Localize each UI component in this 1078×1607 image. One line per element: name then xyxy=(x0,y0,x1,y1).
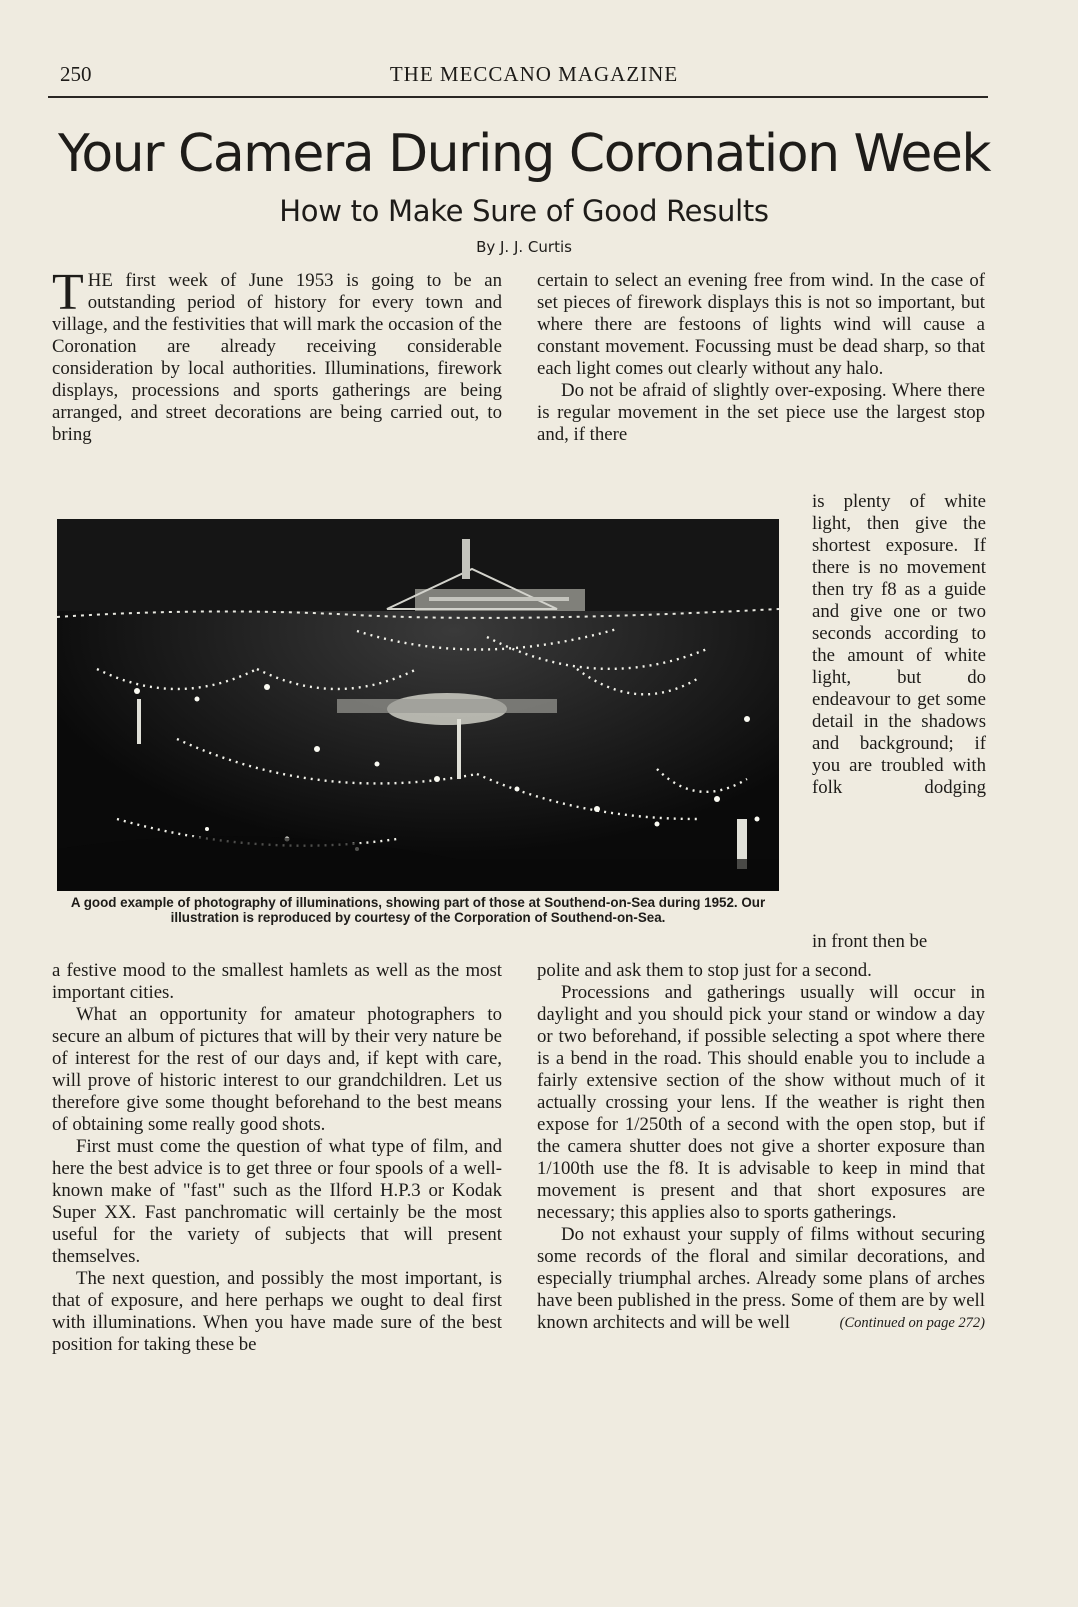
column-right-top xyxy=(537,270,985,446)
byline: By J. J. Curtis xyxy=(476,238,572,256)
paragraph: First must come the question of what type of film, and here the best advice is to get three or four spools of a well-known make of "fast" such as the Ilford H.P.3 or Kodak Super XX. Fast panchromatic will certainly be the most useful for the variety of subjects that will present themselves. xyxy=(52,1136,502,1267)
paragraph: polite and ask them to stop just for a second. xyxy=(537,960,872,981)
magazine-title: THE MECCANO MAGAZINE xyxy=(389,62,679,86)
drop-cap: T xyxy=(52,264,84,321)
column-narrow xyxy=(812,491,986,799)
paragraph: certain to select an evening free from wind. In the case of set pieces of firework displays this is not so important, but where there are festoons of lights wind will cause a constant movement. Focussing must be dead sharp, so that each light comes out clearly without any halo. xyxy=(537,270,985,379)
paragraph-text: Do not exhaust your supply of films without securing some records of the floral and similar decorations, and especially triumphal arches. Already some plans of arches have been published in the press. Some of them are by well known architects and will be well xyxy=(537,1224,985,1333)
paragraph: in front then be xyxy=(812,931,928,952)
running-head xyxy=(48,60,1020,90)
paragraph: Do not be afraid of slightly over-exposing. Where there is regular movement in the set piece use the largest stop and, if there xyxy=(537,380,985,445)
column-left-top xyxy=(52,264,502,446)
continued-note: (Continued on page 272) xyxy=(839,1315,985,1331)
column-left-bottom xyxy=(52,960,502,1356)
paragraph: What an opportunity for amateur photographers to secure an album of pictures that will by their very nature be of interest for the rest of our days and, if kept with care, will prove of historic interest to our grandchildren. Let us therefore give some thought beforehand to the best means of obtaining some really good shots. xyxy=(52,1004,502,1135)
column-narrow-last-line xyxy=(812,931,986,953)
column-right-bottom xyxy=(537,960,985,1334)
paragraph: The next question, and possibly the most important, is that of exposure, and here perhaps we ought to deal first with illuminations. When you have made sure of the best position for taking these be xyxy=(52,1268,502,1355)
night-illuminations-image xyxy=(57,519,779,891)
header-rule xyxy=(48,96,988,98)
page-number: 250 xyxy=(60,62,92,86)
paragraph: a festive mood to the smallest hamlets as well as the most important cities. xyxy=(52,960,502,1003)
paragraph: Processions and gatherings usually will occur in daylight and you should pick your stand or window a day or two beforehand, if possible selecting a spot where there is a bend in the road. This should enable you to include a fairly extensive section of the show without much of it actually crossing your lens. If the weather is right then expose for 1/250th of a second with the open stop, but if the camera shutter does not give a shorter exposure than 1/100th use the f8. It is advisable to keep in mind that movement is present and that short exposures are necessary; this applies also to sports gatherings. xyxy=(537,982,985,1223)
photo-caption: A good example of photography of illuminations, showing part of those at Southend-on-Sea during 1952. Our illustration is reproduced by courtesy of the Corporation of Southend-on-Sea. xyxy=(70,895,766,925)
paragraph: HE first week of June 1953 is going to be an outstanding period of history for every town and village, and the festivities that will mark the occasion of the Coronation are already receiving considerable consideration by local authorities. Illuminations, firework displays, processions and sports gatherings are being arranged, and street decorations are being carried out, to bring xyxy=(52,270,502,445)
illuminations-photo xyxy=(57,519,779,891)
article-subtitle: How to Make Sure of Good Results xyxy=(279,194,769,228)
paragraph: is plenty of white light, then give the shortest exposure. If there is no movement then try f8 as a guide and give one or two seconds according to the amount of white light, but do endeavour to get some detail in the shadows and background; if you are troubled with folk dodging xyxy=(812,491,986,798)
article-title: Your Camera During Coronation Week xyxy=(57,124,991,184)
paragraph xyxy=(537,1224,985,1334)
